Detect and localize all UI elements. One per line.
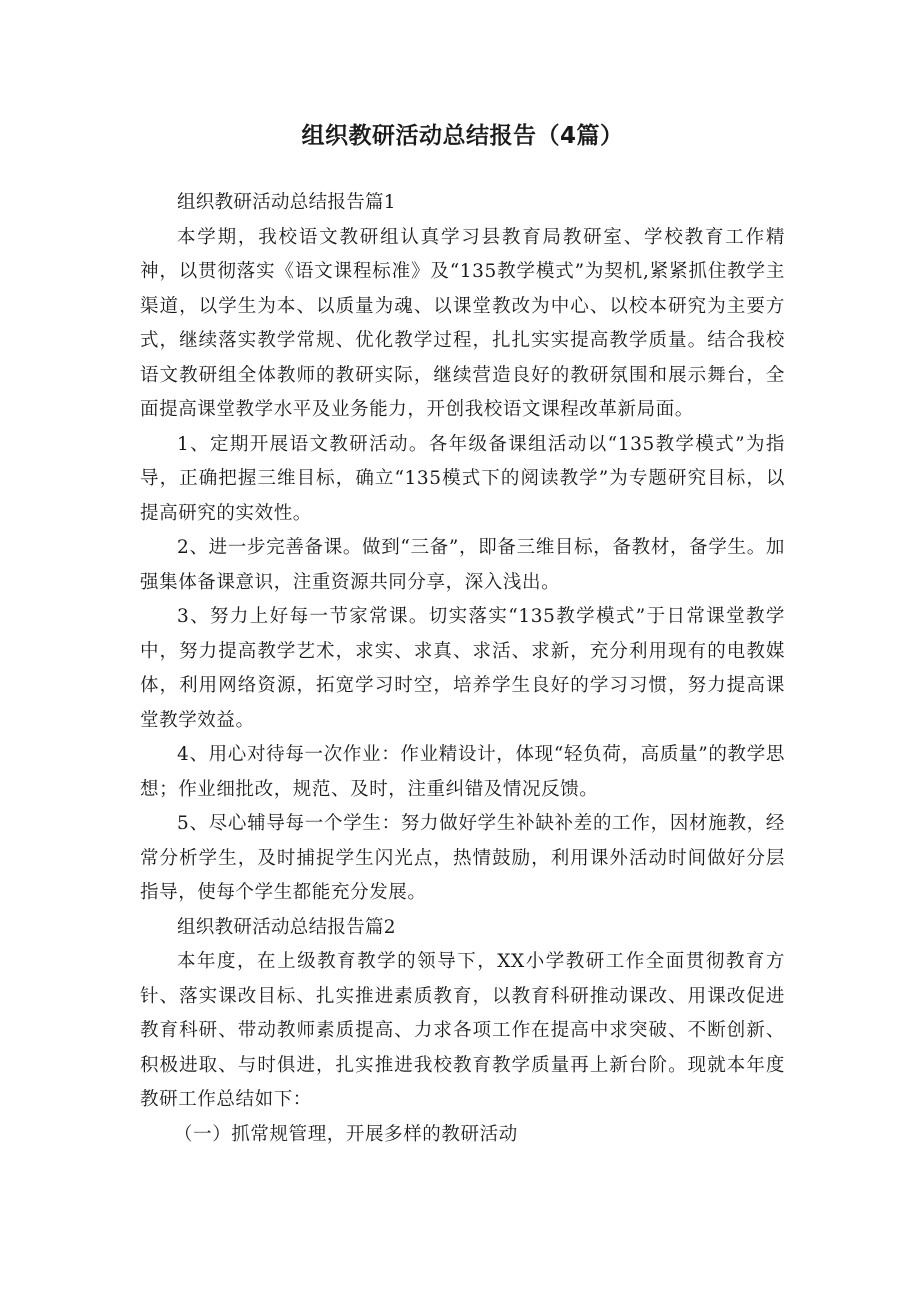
section-heading-1: 组织教研活动总结报告篇1: [177, 192, 396, 213]
paragraph: 3、努力上好每一节家常课。切实落实“135教学模式”于日常课堂教学中，努力提高教学艺术，求实、求真、求活、求新，充分利用现有的电教媒体，利用网络资源，拓宽学习时空，培养学生良好的学习习惯，努力提高课堂教学效益。: [140, 606, 785, 731]
section-heading-2: 组织教研活动总结报告篇2: [177, 916, 396, 938]
paragraph: 本学期，我校语文教研组认真学习县教育局教研室、学校教育工作精神，以贯彻落实《语文课程标准》及“135教学模式”为契机,紧紧抓住教学主渠道，以学生为本、以质量为魂、以课堂教改为中心、以校本研究为主要方式，继续落实教学常规、优化教学过程，扎扎实实提高教学质量。结合我校语文教研组全体教师的教研实际，继续营造良好的教研氛围和展示舞台，全面提高课堂教学水平及业务能力，开创我校语文课程改革新局面。: [140, 226, 785, 420]
sub-heading: （一）抓常规管理，开展多样的教研活动: [174, 1123, 518, 1145]
document-body: [140, 186, 785, 1152]
paragraph: 4、用心对待每一次作业：作业精设计，体现“轻负荷，高质量”的教学思想；作业细批改，规范、及时，注重纠错及情况反馈。: [140, 744, 785, 800]
paragraph: 2、进一步完善备课。做到“三备”，即备三维目标，备教材，备学生。加强集体备课意识，注重资源共同分享，深入浅出。: [140, 537, 785, 593]
paragraph: 1、定期开展语文教研活动。各年级备课组活动以“135教学模式”为指导，正确把握三维目标，确立“135模式下的阅读教学”为专题研究目标，以提高研究的实效性。: [140, 433, 785, 524]
document-title: 组织教研活动总结报告（4篇）: [301, 123, 624, 149]
paragraph: 5、尽心辅导每一个学生：努力做好学生补缺补差的工作，因材施教，经常分析学生，及时捕捉学生闪光点，热情鼓励，利用课外活动时间做好分层指导，使每个学生都能充分发展。: [140, 813, 785, 903]
paragraph: 本年度，在上级教育教学的领导下，XX小学教研工作全面贯彻教育方针、落实课改目标、扎实推进素质教育，以教育科研推动课改、用课改促进教育科研、带动教师素质提高、力求各项工作在提高中求突破、不断创新、积极进取、与时俱进，扎实推进我校教育教学质量再上新台阶。现就本年度教研工作总结如下：: [140, 951, 785, 1110]
